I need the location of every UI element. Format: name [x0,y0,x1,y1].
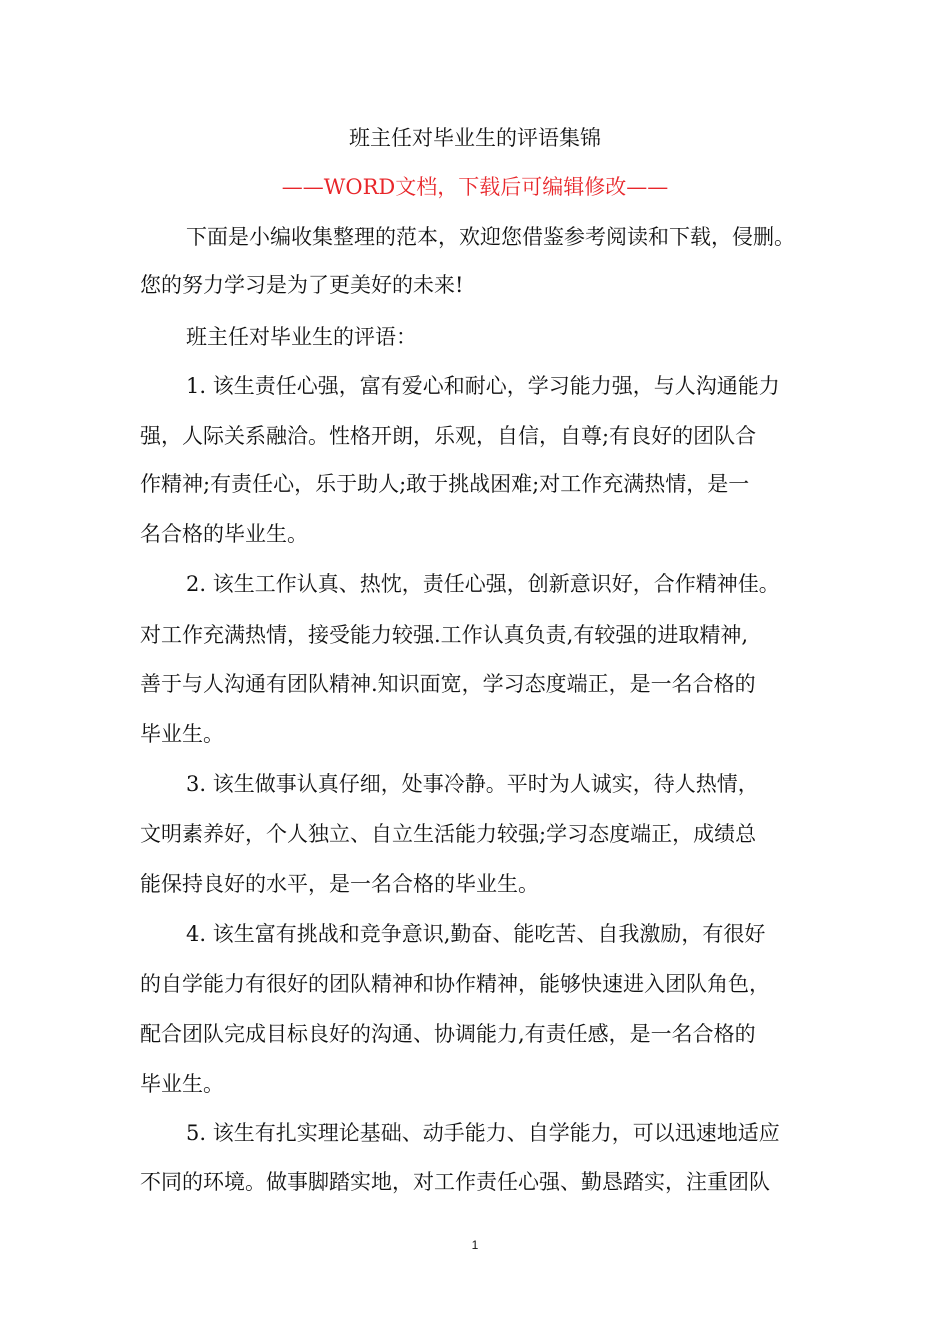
paragraph-line: 5. 该生有扎实理论基础、动手能力、自学能力，可以迅速地适应 [186,1121,780,1145]
document-subtitle: ——WORD文档，下载后可编辑修改—— [281,175,669,199]
paragraph-line: 毕业生。 [140,1072,224,1096]
page-number: 1 [471,1238,479,1252]
paragraph-line: 名合格的毕业生。 [140,522,308,546]
paragraph-line: 毕业生。 [140,722,224,746]
paragraph-line: 4. 该生富有挑战和竞争意识,勤奋、能吃苦、自我激励，有很好 [186,922,766,946]
paragraph-line: 的自学能力有很好的团队精神和协作精神，能够快速进入团队角色， [140,972,770,996]
paragraph-line: 1. 该生责任心强，富有爱心和耐心，学习能力强，与人沟通能力 [186,374,780,398]
paragraph-line: 能保持良好的水平，是一名合格的毕业生。 [140,872,539,896]
paragraph-line: 文明素养好，个人独立、自立生活能力较强;学习态度端正，成绩总 [140,822,757,846]
paragraph-line: 不同的环境。做事脚踏实地，对工作责任心强、勤恳踏实，注重团队 [140,1170,770,1194]
document-title: 班主任对毕业生的评语集锦 [349,126,601,150]
paragraph-line: 2. 该生工作认真、热忱，责任心强，创新意识好，合作精神佳。 [186,572,780,596]
paragraph-line: 善于与人沟通有团队精神.知识面宽，学习态度端正，是一名合格的 [140,672,756,696]
paragraph-line: 强，人际关系融洽。性格开朗，乐观，自信，自尊;有良好的团队合 [140,424,757,448]
paragraph-line: 对工作充满热情，接受能力较强.工作认真负责,有较强的进取精神, [140,623,749,647]
paragraph-line: 下面是小编收集整理的范本，欢迎您借鉴参考阅读和下载，侵删。 [186,225,795,249]
paragraph-line: 配合团队完成目标良好的沟通、协调能力,有责任感，是一名合格的 [140,1022,756,1046]
paragraph-line: 班主任对毕业生的评语： [186,325,417,349]
paragraph-line: 您的努力学习是为了更美好的未来! [140,273,464,297]
paragraph-line: 3. 该生做事认真仔细，处事冷静。平时为人诚实，待人热情， [186,772,759,796]
paragraph-line: 作精神;有责任心，乐于助人;敢于挑战困难;对工作充满热情，是一 [140,472,750,496]
